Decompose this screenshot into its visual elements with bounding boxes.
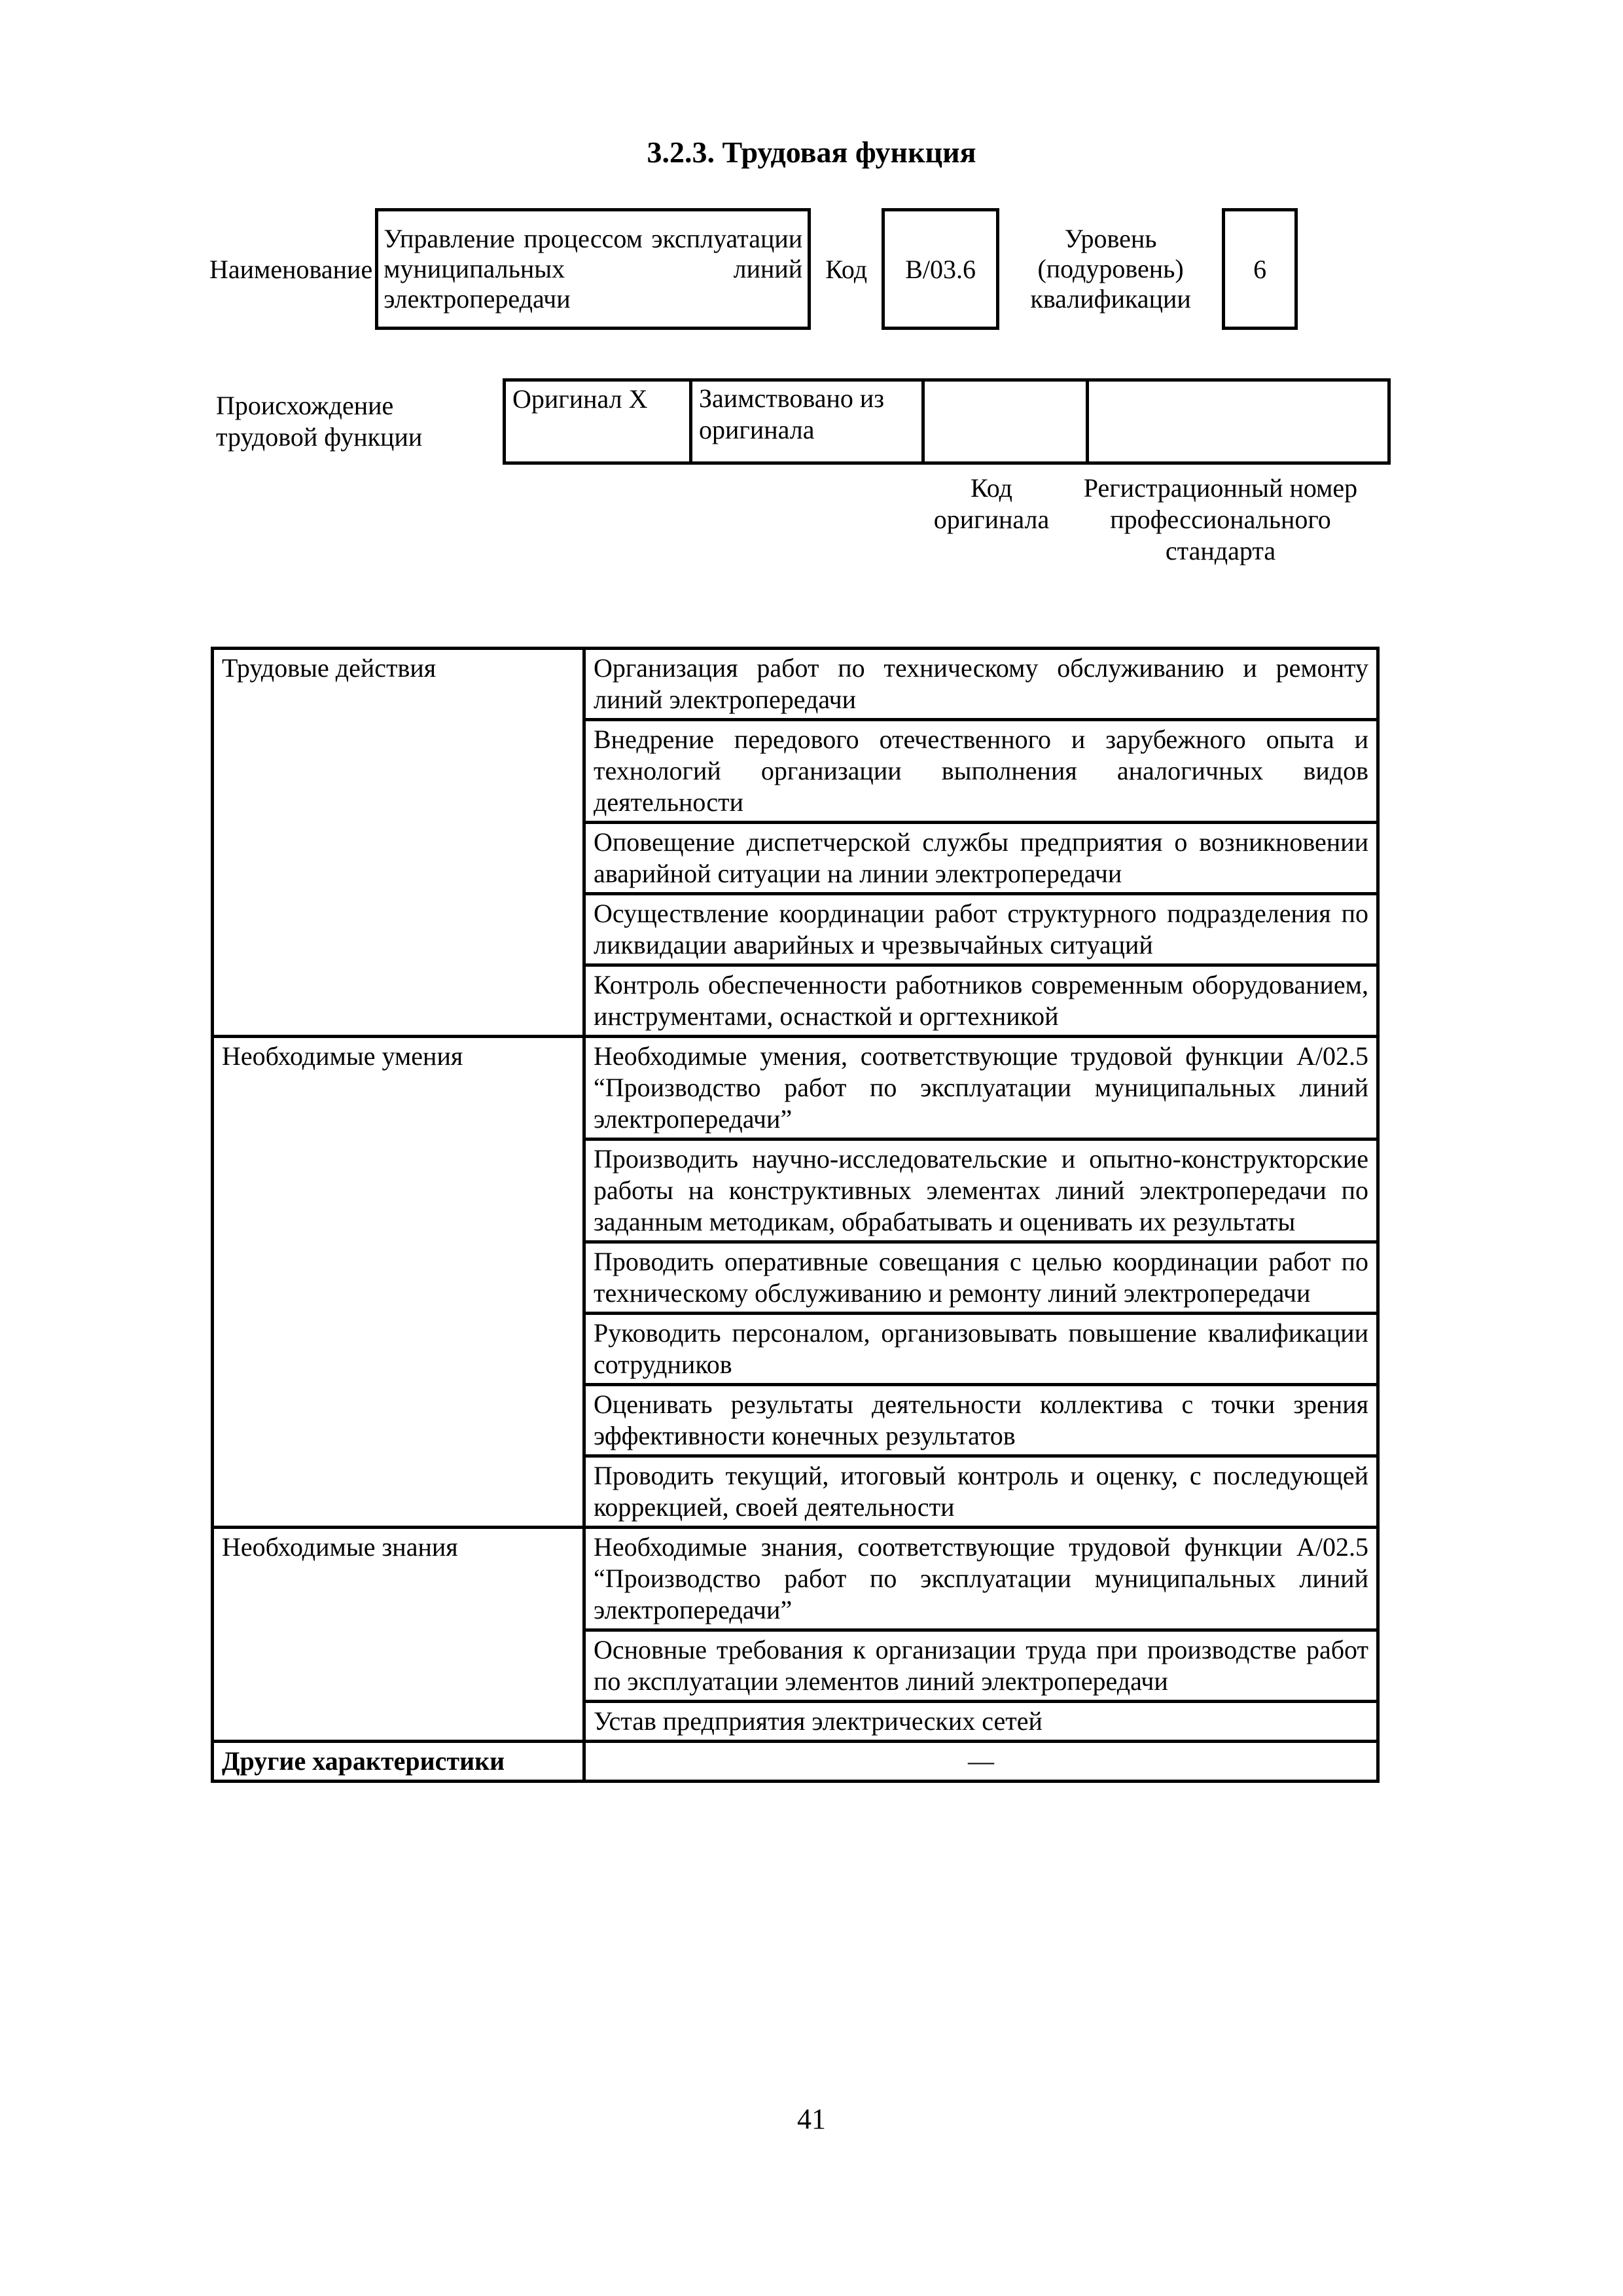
origin-borrowed-option: Заимствовано из оригинала — [691, 380, 923, 463]
reg-number-caption: Регистрационный номер профессионального стандарта — [1083, 473, 1358, 565]
header-table — [209, 208, 1298, 330]
table-cell: Основные требования к организации труда при производстве работ по эксплуатации элементов линий электропередачи — [584, 1630, 1378, 1702]
table-cell: Производить научно-исследовательские и опытно-конструкторские работы на конструктивных элементах линий электропередачи по заданным методикам, обрабатывать и оценивать их результаты — [584, 1139, 1378, 1242]
table-cell: Необходимые знания, соответствующие трудовой функции А/02.5 “Производство работ по эксплуатации муниципальных линий электропередачи” — [584, 1528, 1378, 1630]
table-cell: Осуществление координации работ структурного подразделения по ликвидации аварийных и чрезвычайных ситуаций — [584, 894, 1378, 965]
table-cell: Внедрение передового отечественного и зарубежного опыта и технологий организации выполнения аналогичных видов деятельности — [584, 720, 1378, 823]
category-required-knowledge: Необходимые знания — [213, 1528, 584, 1742]
section-title: 3.2.3. Трудовая функция — [647, 135, 976, 169]
labor-function-table — [211, 647, 1380, 1783]
original-code-caption: Код оригинала — [933, 473, 1050, 534]
table-cell: Проводить текущий, итоговый контроль и оценку, с последующей коррекцией, своей деятельности — [584, 1456, 1378, 1528]
table-row — [213, 1037, 1378, 1139]
table-cell: Контроль обеспеченности работников современным оборудованием, инструментами, оснасткой и оргтехникой — [584, 965, 1378, 1037]
name-value: Управление процессом эксплуатации муниципальных линий электропередачи — [377, 210, 810, 329]
page-number: 41 — [797, 2103, 826, 2135]
code-label: Код — [825, 254, 868, 284]
table-cell: Устав предприятия электрических сетей — [584, 1702, 1378, 1742]
level-label: Уровень (подуровень) квалификации — [1030, 224, 1191, 314]
table-cell: Проводить оперативные совещания с целью координации работ по техническому обслуживанию и ремонту линий электропередачи — [584, 1242, 1378, 1314]
origin-original-option: Оригинал X — [505, 380, 691, 463]
origin-label: Происхождение трудовой функции — [216, 391, 423, 452]
original-code-cell — [923, 380, 1088, 463]
reg-number-cell — [1088, 380, 1389, 463]
table-row — [213, 1742, 1378, 1782]
category-labor-actions: Трудовые действия — [213, 649, 584, 1037]
origin-table — [209, 378, 1391, 465]
table-row — [213, 1528, 1378, 1630]
category-required-skills: Необходимые умения — [213, 1037, 584, 1528]
table-cell: Руководить персоналом, организовывать повышение квалификации сотрудников — [584, 1314, 1378, 1385]
category-other: Другие характеристики — [213, 1742, 584, 1782]
table-cell: Организация работ по техническому обслуживанию и ремонту линий электропередачи — [584, 649, 1378, 720]
level-value: 6 — [1224, 210, 1296, 329]
table-row — [213, 649, 1378, 720]
table-cell: Необходимые умения, соответствующие трудовой функции А/02.5 “Производство работ по эксплуатации муниципальных линий электропередачи” — [584, 1037, 1378, 1139]
code-value: B/03.6 — [883, 210, 998, 329]
name-label: Наименование — [209, 254, 373, 284]
table-cell: Оценивать результаты деятельности коллектива с точки зрения эффективности конечных результатов — [584, 1385, 1378, 1456]
table-cell: Оповещение диспетчерской службы предприятия о возникновении аварийной ситуации на линии электропередачи — [584, 823, 1378, 894]
other-value: — — [584, 1742, 1378, 1782]
